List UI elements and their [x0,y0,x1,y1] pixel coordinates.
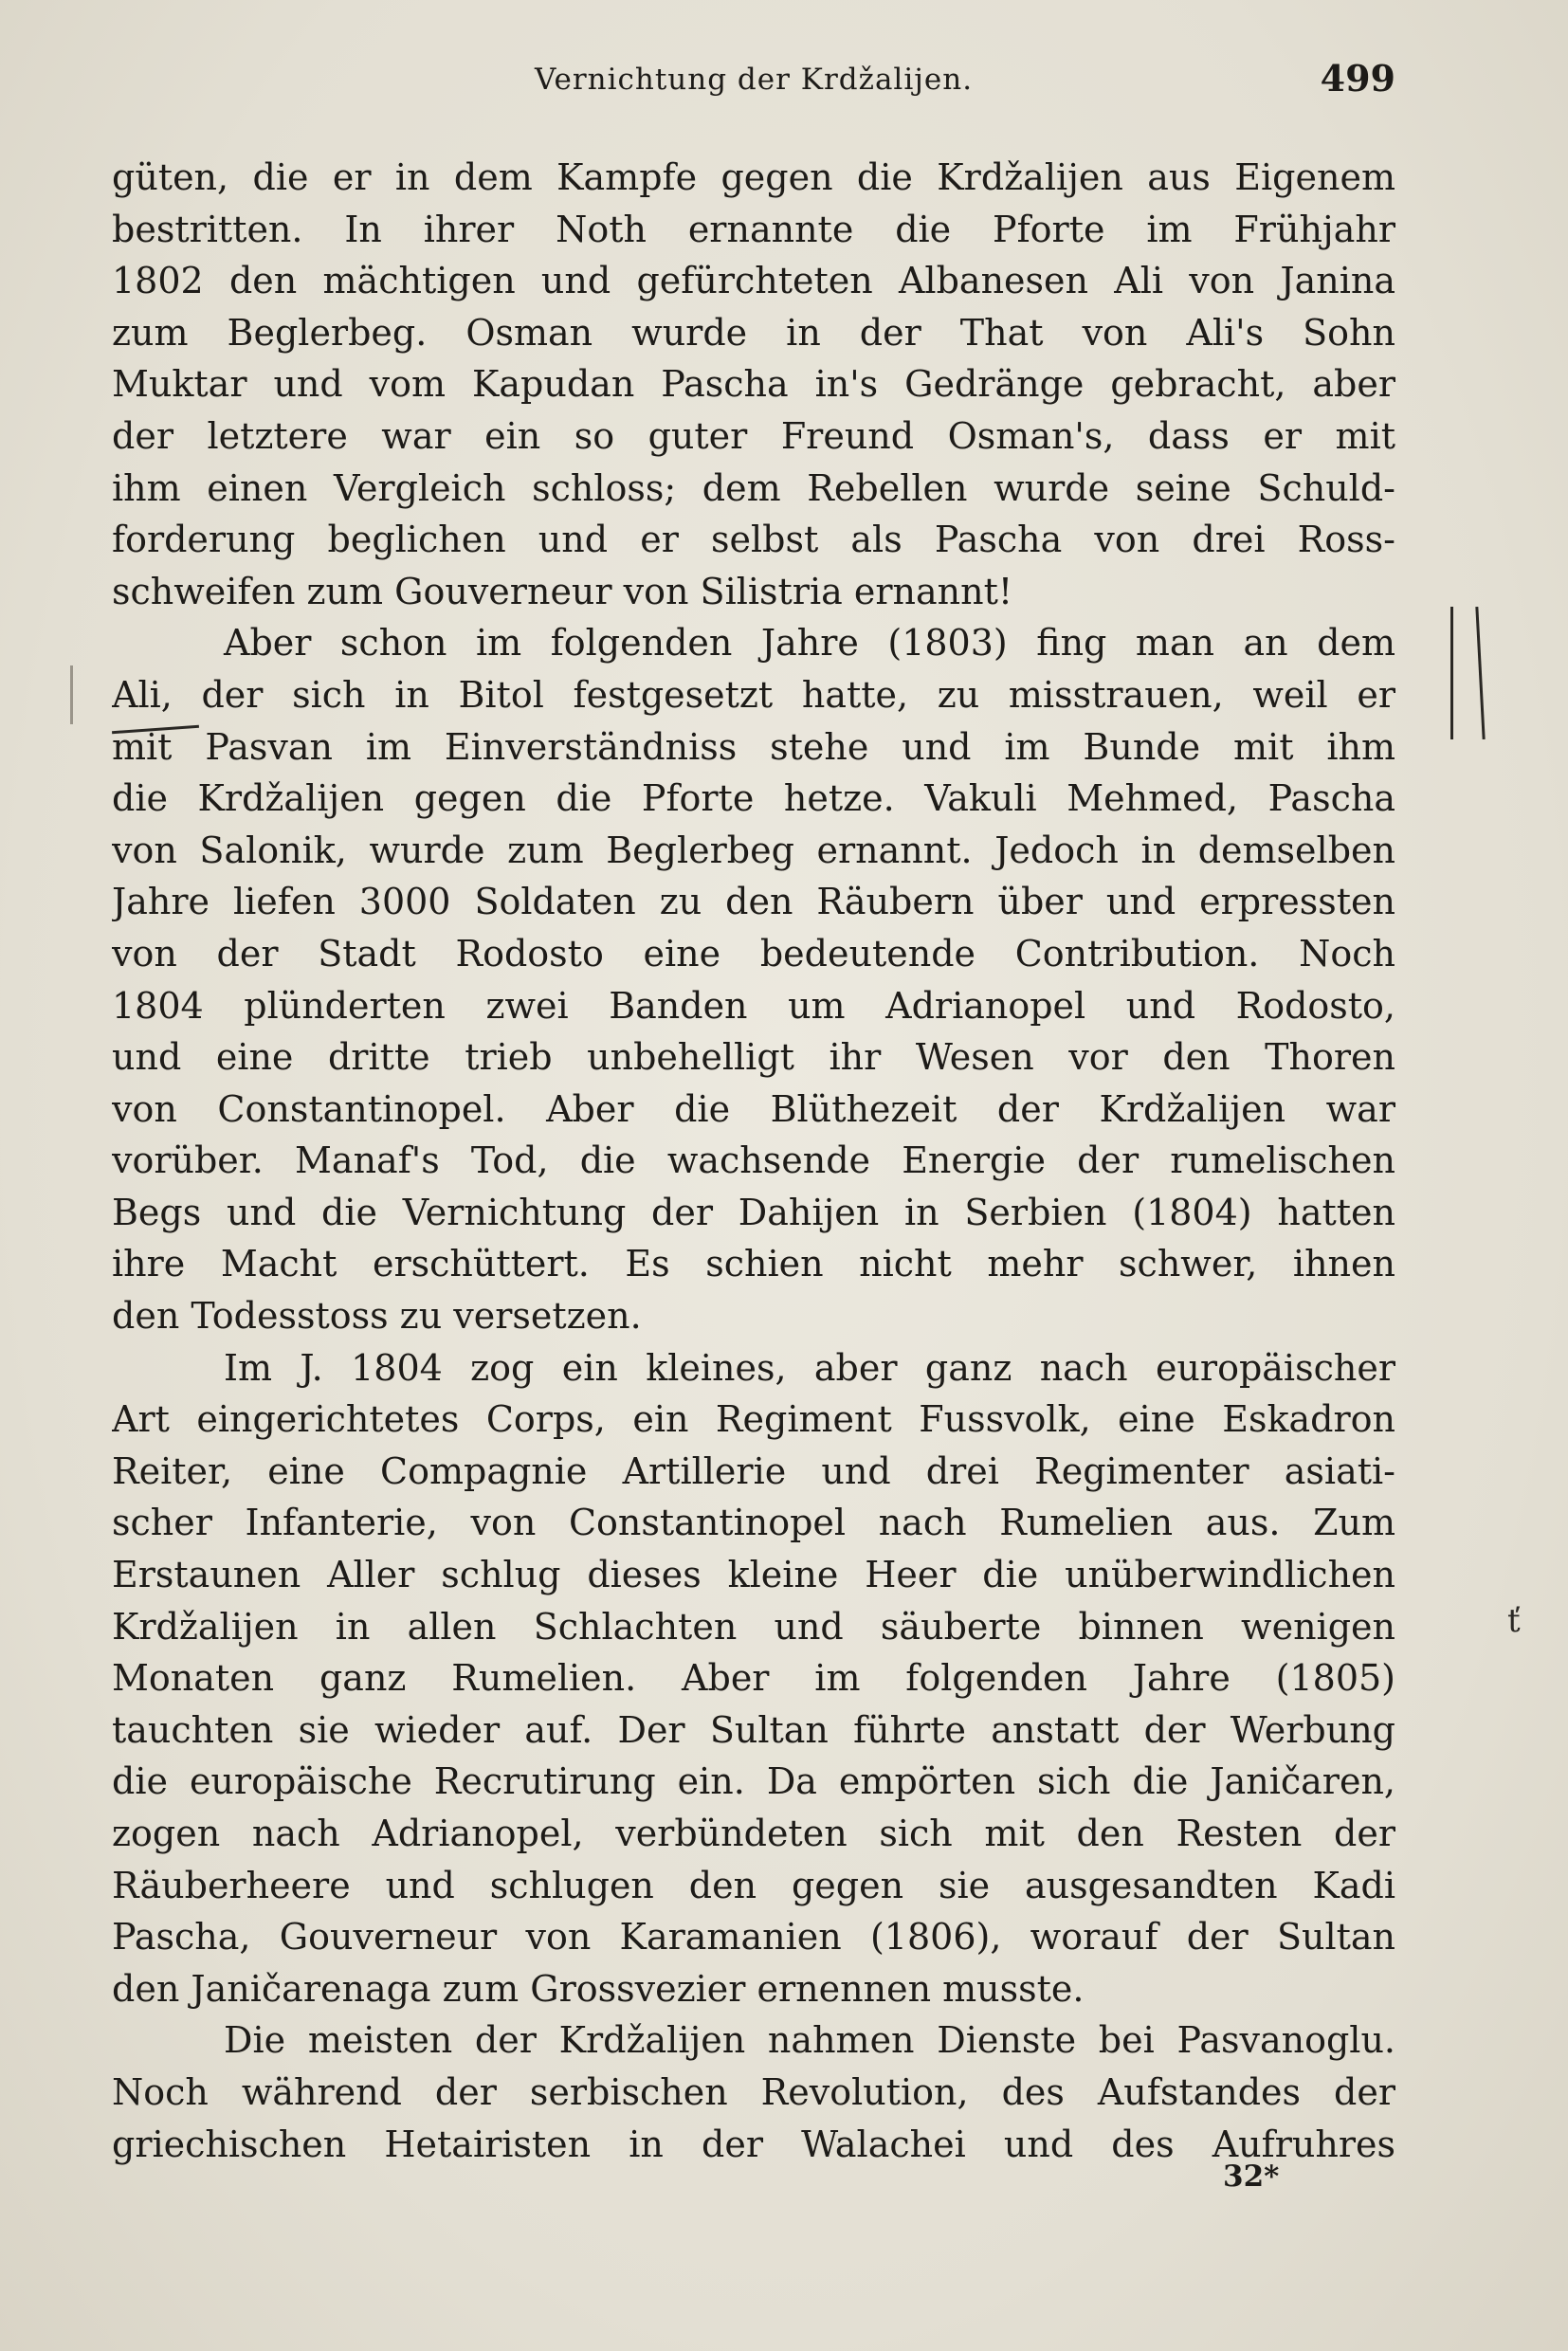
text-line: die Krdžalijen gegen die Pforte hetze. Vakuli Mehmed, Pascha [112,777,1395,820]
text-line: den Janičarenaga zum Grossvezier ernennen musste. [112,1967,1085,2010]
text-line: scher Infanterie, von Constantinopel nach Rumelien aus. Zum [112,1502,1395,1544]
text-line: griechischen Hetairisten in der Walachei und des Aufruhres [112,2123,1395,2165]
text-line: ihre Macht erschüttert. Es schien nicht mehr schwer, ihnen [112,1243,1395,1285]
margin-tick-mark [70,665,73,724]
text-line: Erstaunen Aller schlug dieses kleine Heer die unüberwindlichen [112,1554,1395,1596]
text-line: vorüber. Manaf's Tod, die wachsende Energie der rumelischen [112,1139,1395,1182]
text-line: güten, die er in dem Kampfe gegen die Krdžalijen aus Eigenem [112,156,1395,198]
text-line: und eine dritte trieb unbehelligt ihr Wesen vor den Thoren [112,1036,1395,1079]
text-line: von der Stadt Rodosto eine bedeutende Contribution. Noch [112,932,1395,975]
margin-stroke-right [1475,607,1485,739]
text-line: Pascha, Gouverneur von Karamanien (1806), worauf der Sultan [112,1916,1395,1959]
text-line: Räuberheere und schlugen den gegen sie ausgesandten Kadi [112,1864,1395,1906]
text-line: 1802 den mächtigen und gefürchteten Albanesen Ali von Janina [112,260,1395,302]
margin-stroke-left [1450,607,1453,739]
text-line: den Todesstoss zu versetzen. [112,1295,642,1338]
text-line: Art eingerichtetes Corps, ein Regiment Fussvolk, eine Eskadron [112,1398,1395,1441]
text-line: Im J. 1804 zog ein kleines, aber ganz nach europäischer [224,1346,1395,1389]
text-line: schweifen zum Gouverneur von Silistria ernannt! [112,570,1013,612]
text-line: Reiter, eine Compagnie Artillerie und drei Regimenter asiati- [112,1449,1395,1492]
text-line: tauchten sie wieder auf. Der Sultan führte anstatt der Werbung [112,1708,1395,1751]
text-line: Noch während der serbischen Revolution, des Aufstandes der [112,2070,1395,2113]
text-line: Begs und die Vernichtung der Dahijen in Serbien (1804) hatten [112,1191,1395,1233]
text-line: ihm einen Vergleich schloss; dem Rebellen wurde seine Schuld- [112,466,1395,509]
text-line: von Salonik, wurde zum Beglerbeg ernannt. Jedoch in demselben [112,829,1395,871]
text-line: von Constantinopel. Aber die Blüthezeit der Krdžalijen war [112,1087,1395,1130]
body-text [112,152,1395,2170]
page-number: 499 [1320,57,1395,100]
signature-mark: 32* [1223,2160,1280,2194]
margin-bracket-mark [1450,607,1488,739]
text-line: der letztere war ein so guter Freund Osman's, dass er mit [112,414,1395,457]
text-line: bestritten. In ihrer Noth ernannte die Pforte im Frühjahr [112,208,1395,250]
running-head [112,57,1395,104]
running-title: Vernichtung der Krdžalijen. [534,63,974,97]
text-line: zum Beglerbeg. Osman wurde in der That von Ali's Sohn [112,311,1395,354]
text-line: 1804 plünderten zwei Banden um Adrianopel und Rodosto, [112,984,1395,1027]
text-line: Krdžalijen in allen Schlachten und säuberte binnen wenigen [112,1605,1395,1648]
text-line: Aber schon im folgenden Jahre (1803) fing man an dem [224,622,1395,665]
text-line: zogen nach Adrianopel, verbündeten sich mit den Resten der [112,1813,1395,1854]
text-line: Ali, der sich in Bitol festgesetzt hatte, zu misstrauen, weil er [112,673,1395,716]
text-line: mit Pasvan im Einverständniss stehe und im Bunde mit ihm [112,725,1395,768]
text-line: die europäische Recrutirung ein. Da empörten sich die Janičaren, [112,1760,1395,1803]
text-line: Muktar und vom Kapudan Pascha in's Gedränge gebracht, aber [112,363,1395,406]
text-line: Die meisten der Krdžalijen nahmen Dienste bei Pasvanoglu. [224,2019,1395,2062]
text-line: forderung beglichen und er selbst als Pascha von drei Ross- [112,519,1395,561]
text-line: Jahre liefen 3000 Soldaten zu den Räubern über und erpressten [112,881,1395,923]
stray-pencil-mark: ť [1507,1602,1521,1640]
text-line: Monaten ganz Rumelien. Aber im folgenden Jahre (1805) [112,1657,1395,1700]
